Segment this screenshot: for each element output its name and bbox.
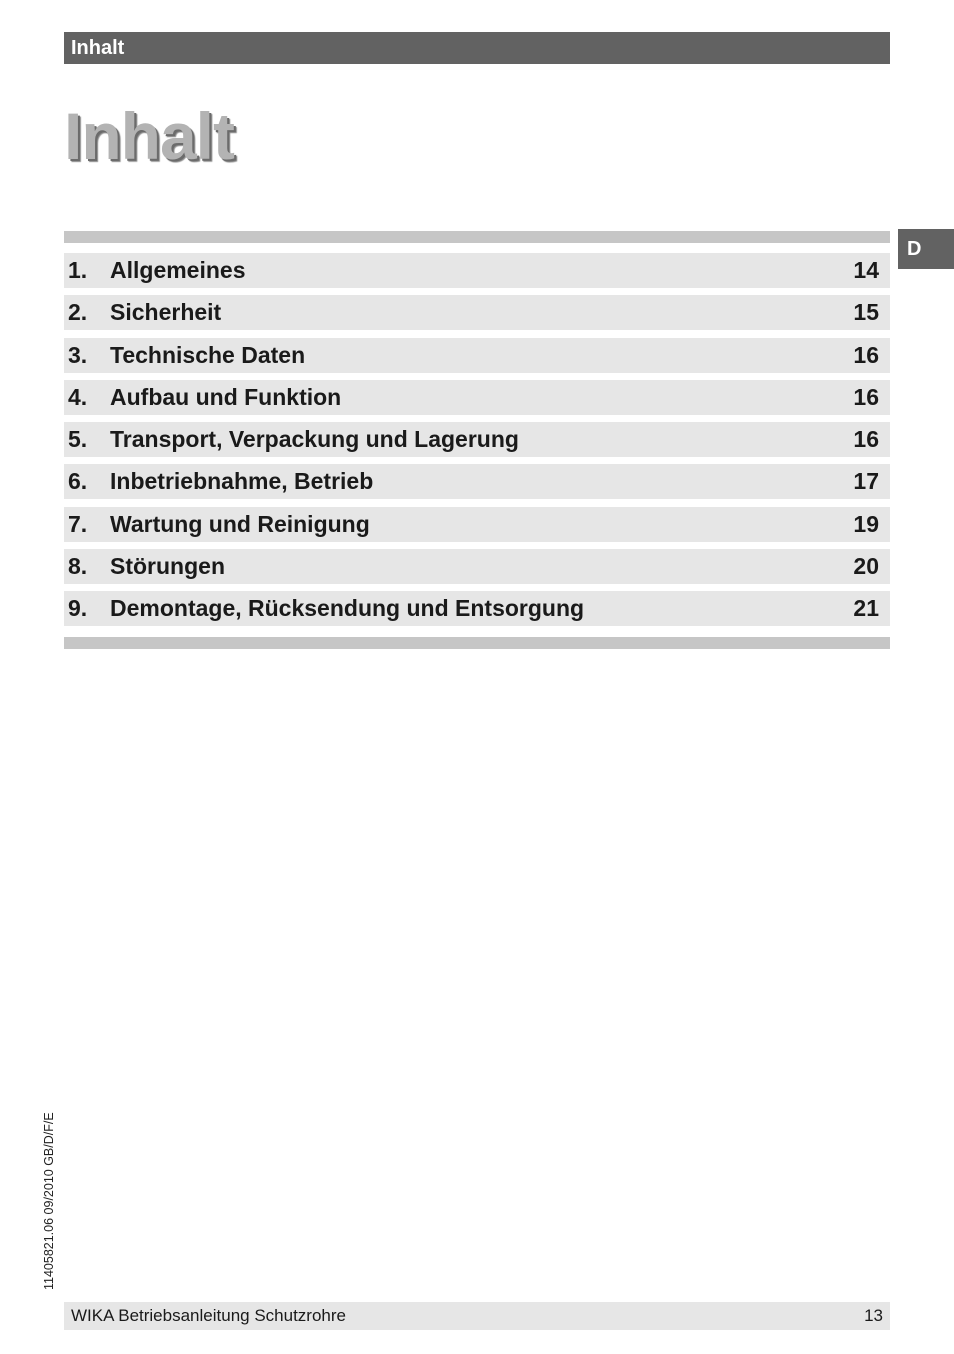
toc-entry-number: 9. (68, 595, 88, 622)
toc-entry-page: 19 (853, 510, 879, 537)
toc-entry[interactable] (64, 507, 890, 542)
toc-top-rule (64, 231, 890, 243)
toc-entry-title: Transport, Verpackung und Lagerung (110, 426, 519, 453)
toc-entry-title: Allgemeines (110, 257, 246, 283)
toc-entry-title: Störungen (110, 553, 225, 580)
toc-entry[interactable] (64, 380, 890, 415)
toc-entry-page: 17 (853, 468, 879, 495)
toc-entry-page: 14 (853, 257, 879, 283)
toc-entry[interactable] (64, 549, 890, 584)
toc-entry-page: 20 (853, 553, 879, 580)
section-header-bar (64, 32, 890, 64)
toc-entry-title: Demontage, Rücksendung und Entsorgung (110, 595, 585, 622)
toc-entry-title: Technische Daten (110, 341, 306, 368)
document-code: 11405821.06 09/2010 GB/D/F/E (42, 1112, 56, 1290)
toc-entry-page: 15 (853, 299, 879, 326)
toc-entry-page: 16 (853, 341, 879, 368)
toc-entry-number: 7. (68, 510, 88, 537)
page-footer (64, 1302, 890, 1330)
language-tab-label: D (907, 238, 922, 260)
toc-entry-number: 2. (68, 299, 88, 326)
toc-entry-number: 4. (68, 383, 88, 410)
toc-bottom-rule (64, 637, 890, 649)
toc-entry-title: Wartung und Reinigung (110, 510, 370, 537)
toc-entry[interactable] (64, 338, 890, 373)
toc-entry-page: 21 (853, 595, 879, 622)
section-header-label: Inhalt (71, 37, 125, 59)
toc-entry[interactable] (64, 591, 890, 626)
toc-entry[interactable] (64, 464, 890, 499)
toc-entry-title: Aufbau und Funktion (110, 383, 342, 410)
page-title: Inhalt (64, 99, 234, 173)
toc-entry-number: 3. (68, 341, 88, 368)
toc-entry-title: Inbetriebnahme, Betrieb (110, 468, 374, 495)
toc-entry[interactable] (64, 253, 890, 288)
toc-entry-number: 8. (68, 553, 88, 580)
footer-page-number: 13 (864, 1306, 883, 1325)
toc-entry-number: 6. (68, 468, 88, 495)
toc-entry-title: Sicherheit (110, 299, 222, 326)
footer-document-title: WIKA Betriebsanleitung Schutzrohre (71, 1306, 346, 1325)
toc-entry-number: 5. (68, 426, 88, 453)
toc-entry-number: 1. (68, 257, 88, 283)
toc-entry[interactable] (64, 422, 890, 457)
toc-entry-page: 16 (853, 426, 879, 453)
toc-entry-page: 16 (853, 383, 879, 410)
toc-entry[interactable] (64, 295, 890, 330)
table-of-contents (64, 253, 890, 634)
language-tab (898, 229, 954, 269)
